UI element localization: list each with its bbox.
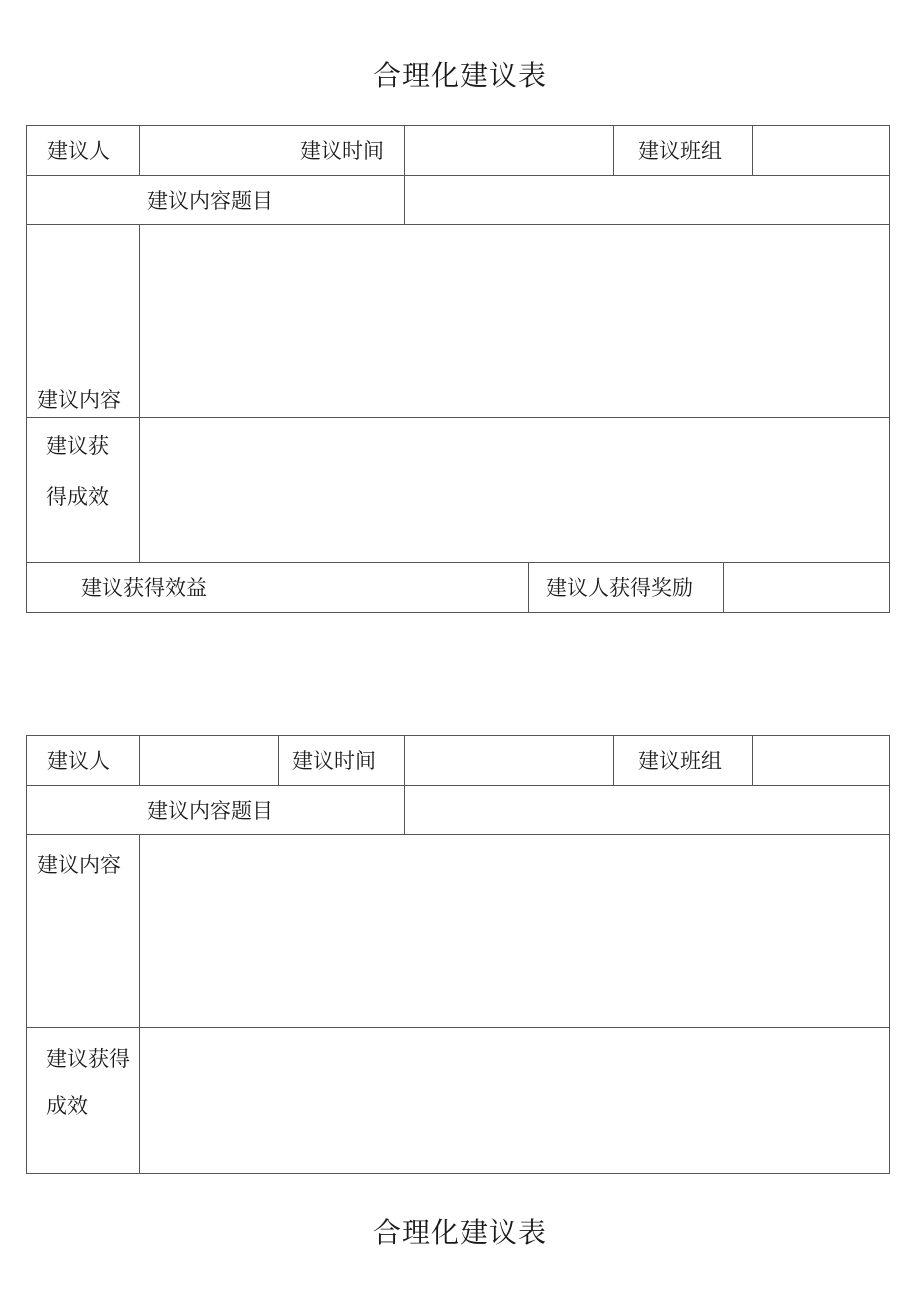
form1-suggester-label: 建议人 [47, 139, 110, 163]
form1-reward-label: 建议人获得奖励 [546, 576, 693, 600]
bottom-title: 合理化建议表 [372, 1216, 547, 1249]
form1-reward-label-cell [529, 563, 724, 612]
form1-time-label-cell [140, 126, 405, 175]
form2-team-label: 建议班组 [638, 749, 722, 773]
form1-subject-label-cell [27, 176, 405, 224]
form2-content-label: 建议内容 [37, 853, 121, 877]
form1-team-value-cell[interactable] [753, 126, 889, 175]
form2-result-label-line1: 建议获得 [46, 1047, 130, 1071]
form2-header-row [27, 736, 889, 786]
suggestion-form-2 [26, 735, 890, 1174]
form2-suggester-value-cell[interactable] [140, 736, 279, 785]
form1-team-label-cell [614, 126, 753, 175]
form1-benefit-row [27, 563, 889, 612]
form1-team-label: 建议班组 [638, 139, 722, 163]
form1-content-row [27, 225, 889, 418]
form1-subject-value-cell[interactable] [405, 176, 889, 224]
form1-header-row [27, 126, 889, 176]
page-title: 合理化建议表 [372, 59, 547, 92]
form1-benefit-label-cell [27, 563, 529, 612]
form2-time-label: 建议时间 [292, 749, 376, 773]
form2-team-value-cell[interactable] [753, 736, 889, 785]
form1-time-label: 建议时间 [300, 139, 384, 163]
form2-suggester-label: 建议人 [47, 749, 110, 773]
form2-result-label-cell [27, 1028, 140, 1173]
form2-content-row [27, 835, 889, 1028]
suggestion-form-1 [26, 125, 890, 613]
form2-subject-label: 建议内容题目 [147, 799, 273, 823]
form1-subject-row [27, 176, 889, 225]
form2-content-label-cell [27, 835, 140, 1027]
form2-result-value-cell[interactable] [140, 1028, 889, 1173]
form1-time-value-cell[interactable] [405, 126, 614, 175]
form1-result-label-cell [27, 418, 140, 562]
form1-benefit-label: 建议获得效益 [81, 576, 207, 600]
form2-result-row [27, 1028, 889, 1173]
form1-content-value-cell[interactable] [140, 225, 889, 417]
form2-subject-value-cell[interactable] [405, 786, 889, 834]
form2-result-label-line2: 成效 [46, 1094, 88, 1118]
form1-suggester-label-cell [27, 126, 140, 175]
form1-result-value-cell[interactable] [140, 418, 889, 562]
form1-subject-label: 建议内容题目 [147, 189, 273, 213]
form2-team-label-cell [614, 736, 753, 785]
form1-result-row [27, 418, 889, 563]
form1-content-label: 建议内容 [37, 388, 121, 412]
form2-time-label-cell [279, 736, 405, 785]
form2-content-value-cell[interactable] [140, 835, 889, 1027]
form1-content-label-cell [27, 225, 140, 417]
form1-result-label-line2: 得成效 [46, 485, 109, 509]
form1-reward-value-cell[interactable] [724, 563, 889, 612]
form2-subject-label-cell [27, 786, 405, 834]
form2-suggester-label-cell [27, 736, 140, 785]
form1-result-label-line1: 建议获 [46, 434, 109, 458]
form2-subject-row [27, 786, 889, 835]
form2-time-value-cell[interactable] [405, 736, 614, 785]
